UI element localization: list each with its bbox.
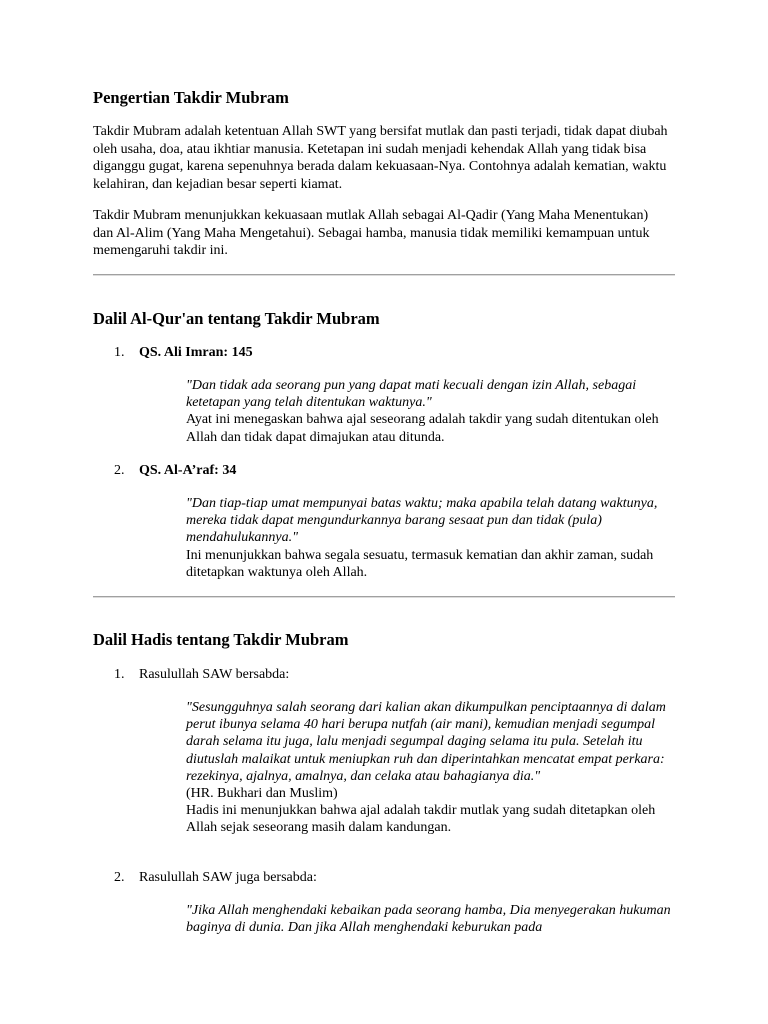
blockquote (186, 902, 678, 936)
verse-explanation: Ini menunjukkan bahwa segala sesuatu, termasuk kematian dan akhir zaman, sudah ditetapkan waktunya oleh Allah. (186, 547, 654, 580)
list-number: 2. (114, 463, 125, 478)
paragraph-definition: Takdir Mubram adalah ketentuan Allah SWT yang bersifat mutlak dan pasti terjadi, tidak dapat diubah oleh usaha, doa, atau ikhtiar manusia. Ketetapan ini sudah menjadi kehendak Allah yang tidak bisa diganggu gugat, karena sepenuhnya berada dalam kekuasaan-Nya. Contohnya adalah kematian, waktu kelahiran, dan kejadian besar seperti kiamat. (93, 124, 668, 192)
verse-reference: QS. Ali Imran: 145 (139, 345, 253, 360)
hadith-quote: "Jika Allah menghendaki kebaikan pada seorang hamba, Dia menyegerakan hukuman baginya di dunia. Dan jika Allah menghendaki keburukan pada (186, 903, 671, 936)
paragraph-explanation: Takdir Mubram menunjukkan kekuasaan mutlak Allah sebagai Al-Qadir (Yang Maha Menentukan) dan Al-Alim (Yang Maha Mengetahui). Sebagai hamba, manusia tidak memiliki kemampuan untuk memengaruhi takdir ini. (93, 208, 650, 258)
blockquote (186, 699, 678, 837)
section-heading-dalil-quran: Dalil Al-Qur'an tentang Takdir Mubram (93, 309, 380, 328)
hadith-intro: Rasulullah SAW bersabda: (139, 667, 290, 682)
section-divider (93, 274, 675, 276)
hadith-explanation: Hadis ini menunjukkan bahwa ajal adalah takdir mutlak yang sudah ditetapkan oleh Allah sejak seseorang masih dalam kandungan. (186, 803, 656, 836)
hadith-quote: "Sesungguhnya salah seorang dari kalian akan dikumpulkan penciptaannya di dalam perut ibunya selama 40 hari berupa nutfah (air mani), kemudian menjadi segumpal darah selama itu juga, lalu menjadi segumpal daging selama itu pula. Setelah itu diutuslah malaikat untuk meniupkan ruh dan diperintahkan mencatat empat perkara: rezekinya, ajalnya, amalnya, dan celaka atau bahagianya dia." (186, 700, 666, 784)
section-heading-dalil-hadis: Dalil Hadis tentang Takdir Mubram (93, 630, 349, 649)
list-number: 2. (114, 870, 125, 885)
hadith-source: (HR. Bukhari dan Muslim) (186, 786, 338, 802)
verse-quote: "Dan tidak ada seorang pun yang dapat mati kecuali dengan izin Allah, sebagai ketetapan yang telah ditentukan waktunya." (186, 378, 637, 411)
list-number: 1. (114, 345, 125, 360)
hadith-intro: Rasulullah SAW juga bersabda: (139, 870, 317, 885)
section-heading-pengertian: Pengertian Takdir Mubram (93, 88, 289, 107)
verse-explanation: Ayat ini menegaskan bahwa ajal seseorang adalah takdir yang sudah ditentukan oleh Allah dan tidak dapat dimajukan atau ditunda. (186, 412, 659, 445)
blockquote (186, 495, 678, 581)
verse-reference: QS. Al-A’raf: 34 (139, 463, 237, 478)
section-divider (93, 596, 675, 598)
list-number: 1. (114, 667, 125, 682)
blockquote (186, 377, 678, 446)
verse-quote: "Dan tiap-tiap umat mempunyai batas waktu; maka apabila telah datang waktunya, mereka tidak dapat mengundurkannya barang sesaat pun dan tidak (pula) mendahulukannya." (186, 496, 658, 546)
